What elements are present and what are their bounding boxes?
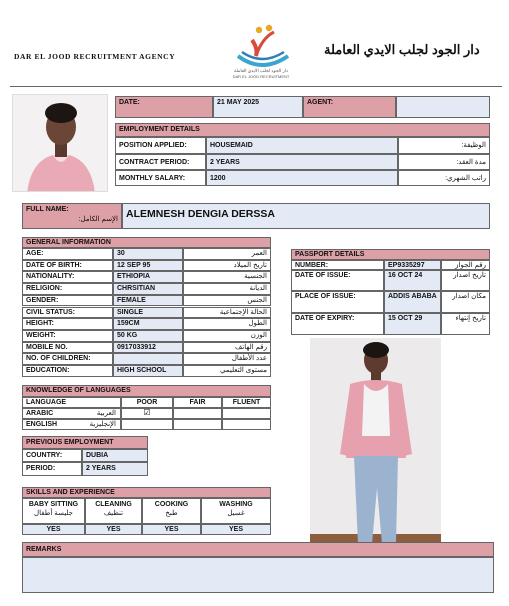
language-name-arabic: الإنجليزية bbox=[89, 421, 116, 428]
applicant-headshot-photo bbox=[12, 94, 108, 192]
language-name-arabic: العربية bbox=[96, 410, 116, 417]
applicant-full-body-photo bbox=[310, 338, 441, 576]
remarks-value bbox=[22, 557, 494, 593]
passport-field-value: 15 OCT 29 bbox=[384, 313, 441, 335]
full-name-label-cell bbox=[22, 203, 122, 229]
skill-name-arabic: تنظيف bbox=[103, 509, 124, 517]
language-name-cell bbox=[22, 408, 121, 419]
date-value: 21 MAY 2025 bbox=[213, 96, 303, 118]
general-field-label: DATE OF BIRTH: bbox=[22, 260, 113, 272]
general-field-arabic-label: مستوى التعليمي bbox=[183, 365, 271, 377]
passport-field-label: PLACE OF ISSUE: bbox=[291, 291, 384, 313]
general-field-value: CHRSITIAN bbox=[113, 283, 183, 295]
general-field-value: 159CM bbox=[113, 318, 183, 330]
general-field-label: HEIGHT: bbox=[22, 318, 113, 330]
skill-name-arabic: جليسة أطفال bbox=[34, 509, 73, 517]
general-field-arabic-label: الجنس bbox=[183, 295, 271, 307]
monthly-salary-label: MONTHLY SALARY: bbox=[115, 170, 206, 186]
skills-title: SKILLS AND EXPERIENCE bbox=[22, 487, 271, 498]
poor-checkbox[interactable]: ☑ bbox=[121, 408, 173, 419]
country-value: DUBIA bbox=[82, 449, 148, 462]
passport-field-arabic-label: تاريخ إنتهاء bbox=[441, 313, 490, 335]
general-field-value: 12 SEP 95 bbox=[113, 260, 183, 272]
date-label: DATE: bbox=[115, 96, 213, 118]
monthly-salary-arabic-label: راتب الشهري: bbox=[398, 170, 490, 186]
poor-header: POOR bbox=[121, 397, 173, 408]
general-field-value: SINGLE bbox=[113, 307, 183, 319]
logo-caption-arabic: دار الجود لجلب الايدي العاملة bbox=[234, 68, 288, 73]
general-field-label: AGE: bbox=[22, 248, 113, 260]
agent-value bbox=[396, 96, 490, 118]
position-applied-label: POSITION APPLIED: bbox=[115, 137, 206, 154]
contract-period-value: 2 YEARS bbox=[206, 154, 398, 170]
logo-caption-english: DAR EL JOOD RECRUITMENT bbox=[232, 74, 290, 79]
passport-field-label: DATE OF ISSUE: bbox=[291, 270, 384, 291]
general-field-arabic-label: الديانة bbox=[183, 283, 271, 295]
general-field-label: EDUCATION: bbox=[22, 365, 113, 377]
agency-name-english: DAR EL JOOD RECRUITMENT AGENCY bbox=[14, 52, 176, 61]
fair-checkbox[interactable] bbox=[173, 419, 222, 430]
period-value: 2 YEARS bbox=[82, 462, 148, 476]
skill-name: COOKING bbox=[154, 501, 189, 508]
fair-header: FAIR bbox=[173, 397, 222, 408]
general-information-title: GENERAL INFORMATION bbox=[22, 237, 271, 248]
previous-employment-title: PREVIOUS EMPLOYMENT bbox=[22, 436, 148, 449]
position-applied-value: HOUSEMAID bbox=[206, 137, 398, 154]
general-field-label: GENDER: bbox=[22, 295, 113, 307]
remarks-title: REMARKS bbox=[22, 542, 494, 557]
fluent-header: FLUENT bbox=[222, 397, 271, 408]
general-field-value bbox=[113, 353, 183, 365]
general-field-label: WEIGHT: bbox=[22, 330, 113, 342]
full-name-arabic-label: الإسم الكامل: bbox=[78, 215, 118, 223]
position-applied-arabic-label: الوظيفة: bbox=[398, 137, 490, 154]
skill-header-cell bbox=[85, 498, 142, 524]
passport-field-arabic-label: تاريخ اصدار bbox=[441, 270, 490, 291]
general-field-value: 0917033912 bbox=[113, 342, 183, 354]
general-field-arabic-label: رقم الهاتف bbox=[183, 342, 271, 354]
general-field-arabic-label: عدد الأطفال bbox=[183, 353, 271, 365]
skill-value: YES bbox=[142, 524, 201, 535]
full-name-value: ALEMNESH DENGIA DERSSA bbox=[122, 203, 490, 229]
skill-name: WASHING bbox=[219, 501, 253, 508]
general-field-value: 30 bbox=[113, 248, 183, 260]
general-field-arabic-label: الوزن bbox=[183, 330, 271, 342]
passport-field-label: NUMBER: bbox=[291, 260, 384, 270]
general-field-label: RELIGION: bbox=[22, 283, 113, 295]
skill-name-arabic: غسيل bbox=[227, 509, 245, 517]
general-field-label: CIVIL STATUS: bbox=[22, 307, 113, 319]
skill-name: CLEANING bbox=[95, 501, 132, 508]
general-field-value: FEMALE bbox=[113, 295, 183, 307]
language-name-cell bbox=[22, 419, 121, 430]
skill-value: YES bbox=[85, 524, 142, 535]
general-field-arabic-label: الطول bbox=[183, 318, 271, 330]
agency-name-arabic: دار الجود لجلب الايدي العاملة bbox=[324, 42, 480, 57]
passport-details-title: PASSPORT DETAILS bbox=[291, 249, 490, 260]
skill-header-cell bbox=[22, 498, 85, 524]
general-field-label: NO. OF CHILDREN: bbox=[22, 353, 113, 365]
skill-header-cell bbox=[142, 498, 201, 524]
fluent-checkbox[interactable] bbox=[222, 419, 271, 430]
full-name-label: FULL NAME: bbox=[26, 206, 69, 213]
general-field-label: MOBILE NO. bbox=[22, 342, 113, 354]
passport-field-label: DATE OF EXPIRY: bbox=[291, 313, 384, 335]
skill-header-cell bbox=[201, 498, 271, 524]
fluent-checkbox[interactable] bbox=[222, 408, 271, 419]
skill-value: YES bbox=[22, 524, 85, 535]
poor-checkbox[interactable] bbox=[121, 419, 173, 430]
general-field-arabic-label: تاريخ الميلاد bbox=[183, 260, 271, 272]
passport-field-arabic-label: رقم الجواز bbox=[441, 260, 490, 270]
contract-period-arabic-label: مدة العقد: bbox=[398, 154, 490, 170]
skill-name: BABY SITTING bbox=[28, 501, 79, 508]
passport-field-value: EP9335297 bbox=[384, 260, 441, 270]
agent-label: AGENT: bbox=[303, 96, 396, 118]
general-field-arabic-label: العمر bbox=[183, 248, 271, 260]
general-field-arabic-label: الجنسية bbox=[183, 271, 271, 283]
language-name: ARABIC bbox=[26, 410, 54, 417]
general-field-value: ETHIOPIA bbox=[113, 271, 183, 283]
contract-period-label: CONTRACT PERIOD: bbox=[115, 154, 206, 170]
passport-field-value: 16 OCT 24 bbox=[384, 270, 441, 291]
employment-details-title: EMPLOYMENT DETAILS bbox=[115, 123, 490, 137]
general-field-value: 50 KG bbox=[113, 330, 183, 342]
period-label: PERIOD: bbox=[22, 462, 82, 476]
general-field-value: HIGH SCHOOL bbox=[113, 365, 183, 377]
agency-logo bbox=[232, 22, 294, 70]
skill-value: YES bbox=[201, 524, 271, 535]
general-field-arabic-label: الحالة الإجتماعية bbox=[183, 307, 271, 319]
language-header: LANGUAGE bbox=[22, 397, 121, 408]
languages-title: KNOWLEDGE OF LANGUAGES bbox=[22, 385, 271, 397]
fair-checkbox[interactable] bbox=[173, 408, 222, 419]
language-name: ENGLISH bbox=[26, 421, 58, 428]
skill-name-arabic: طبخ bbox=[165, 509, 178, 517]
passport-field-value: ADDIS ABABA bbox=[384, 291, 441, 313]
monthly-salary-value: 1200 bbox=[206, 170, 398, 186]
passport-field-arabic-label: مكان اصدار bbox=[441, 291, 490, 313]
header-divider bbox=[10, 86, 502, 87]
general-field-label: NATIONALITY: bbox=[22, 271, 113, 283]
country-label: COUNTRY: bbox=[22, 449, 82, 462]
